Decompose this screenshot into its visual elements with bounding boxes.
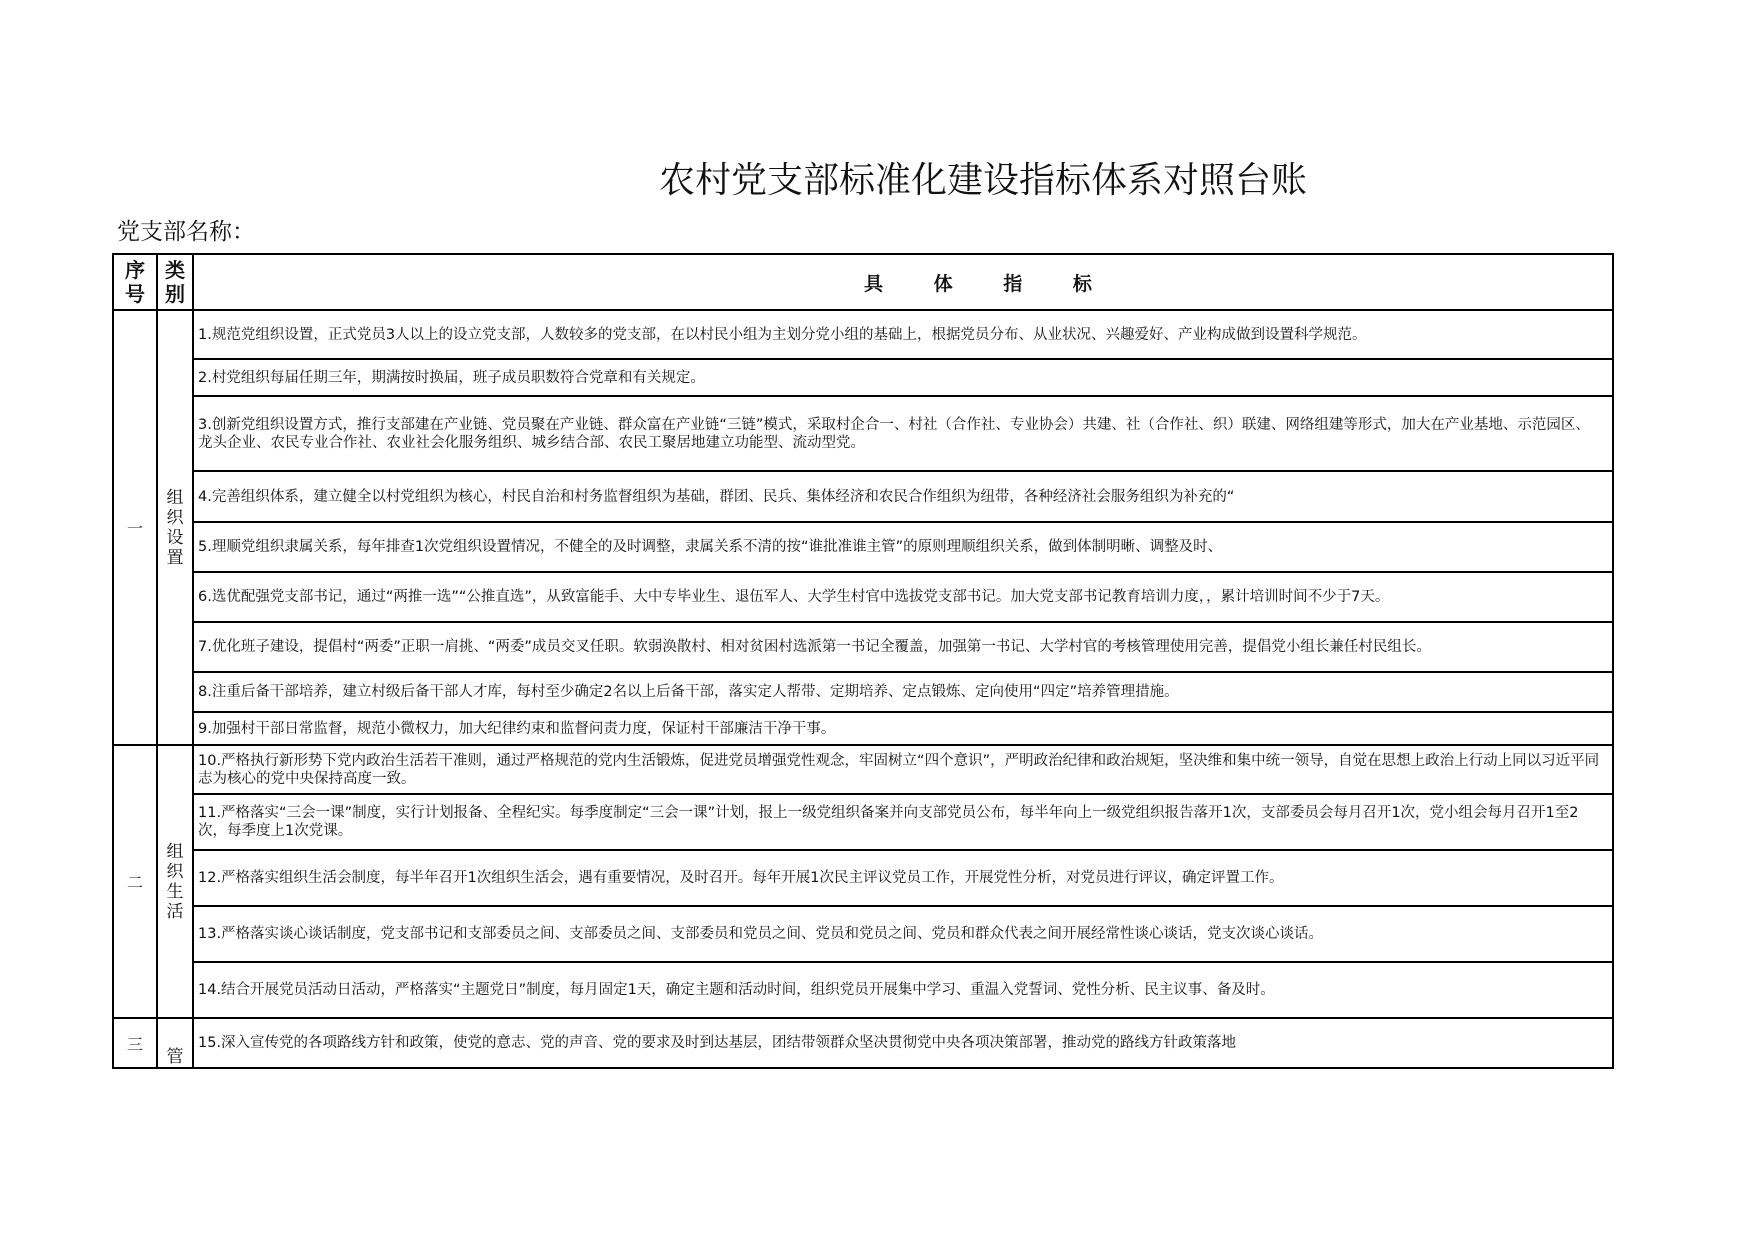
indicator-cell: [193, 471, 1613, 522]
indicator-text: 3.创新党组织设置方式，推行支部建在产业链、党员聚在产业链、群众富在产业链“三链”模式，采取村企合一、村社（合作社、专业协会）共建、社（合作社、织）联建、网络组建等形式，加大在产业基地、示范园区、龙头企业、农民专业合作社、农业社会化服务组织、城乡结合部、农民工聚居地建立功能型、流动型党。: [198, 416, 1590, 451]
category-char: 设: [166, 527, 184, 548]
category-char: 生: [166, 881, 184, 902]
section-category: [157, 1018, 193, 1068]
indicator-text: 7.优化班子建设，提倡村“两委”正职一肩挑、“两委”成员交叉任职。软弱涣散村、相对贫困村选派第一书记全覆盖，加强第一书记、大学村官的考核管理使用完善，提倡党小组长兼任村民组长。: [198, 639, 1431, 655]
indicator-cell: [193, 794, 1613, 850]
category-char: 管: [166, 1047, 184, 1067]
indicator-text: 9.加强村干部日常监督，规范小微权力，加大纪律约束和监督问责力度，保证村干部廉洁干净干事。: [198, 720, 836, 737]
indicator-cell: [193, 850, 1613, 906]
indicator-cell: [193, 396, 1613, 471]
table-row: [113, 906, 1613, 962]
indicator-cell: [193, 962, 1613, 1018]
indicator-cell: [193, 906, 1613, 962]
table-row: [113, 745, 1613, 794]
table-row: [113, 396, 1613, 471]
section-number: 二: [113, 745, 157, 1018]
indicator-text: 8.注重后备干部培养，建立村级后备干部人才库，每村至少确定2名以上后备干部，落实定人帮带、定期培养、定点锻炼、定向使用“四定”培养管理措施。: [198, 684, 1179, 700]
table-row: [113, 1018, 1613, 1068]
header-no-char: 序: [125, 258, 145, 282]
table-row: [113, 522, 1613, 572]
indicator-table-viewport: [112, 253, 1600, 1071]
header-indicator: [193, 254, 1613, 310]
table-row: [113, 962, 1613, 1018]
table-header-row: [113, 254, 1613, 310]
category-char: 组: [166, 487, 184, 508]
table-body: [113, 310, 1613, 1068]
header-category: [157, 254, 193, 310]
table-row: [113, 622, 1613, 672]
indicator-text: 4.完善组织体系，建立健全以村党组织为核心，村民自治和村务监督组织为基础，群团、民兵、集体经济和农民合作组织为纽带，各种经济社会服务组织为补充的“: [198, 488, 1235, 505]
section-category: [157, 745, 193, 1018]
indicator-cell: [193, 310, 1613, 359]
indicator-text: 13.严格落实谈心谈话制度，党支部书记和支部委员之间、支部委员之间、支部委员和党员之间、党员和党员之间、党员和群众代表之间开展经常性谈心谈话，党支次谈心谈话。: [198, 926, 1324, 942]
table-row: [113, 359, 1613, 396]
indicator-cell: [193, 622, 1613, 672]
indicator-cell: [193, 522, 1613, 572]
section-category-label: [166, 842, 184, 922]
category-char: 织: [166, 507, 184, 528]
header-indicator-label: 具 体 指 标: [864, 272, 1114, 295]
section-number: 三: [113, 1018, 157, 1068]
table-row: [113, 850, 1613, 906]
indicator-text: 2.村党组织每届任期三年，期满按时换届，班子成员职数符合党章和有关规定。: [198, 369, 705, 386]
indicator-cell: [193, 1018, 1613, 1068]
category-char: 织: [166, 861, 184, 882]
section-number: 一: [113, 310, 157, 745]
indicator-cell: [193, 745, 1613, 794]
indicator-text: 5.理顺党组织隶属关系，每年排查1次党组织设置情况，不健全的及时调整，隶属关系不清的按“谁批准谁主管”的原则理顺组织关系，做到体制明晰、调整及时、: [198, 539, 1223, 555]
table-row: [113, 794, 1613, 850]
indicator-text: 1.规范党组织设置，正式党员3人以上的设立党支部，人数较多的党支部，在以村民小组为主划分党小组的基础上，根据党员分布、从业状况、兴趣爱好、产业构成做到设置科学规范。: [198, 326, 1367, 343]
indicator-cell: [193, 572, 1613, 622]
indicator-table: [112, 253, 1614, 1069]
category-char: 组: [166, 841, 184, 862]
category-char: 置: [166, 547, 184, 568]
section-category: [157, 310, 193, 745]
header-no-char: 号: [125, 282, 145, 306]
table-row: [113, 310, 1613, 359]
header-no: [113, 254, 157, 310]
indicator-cell: [193, 359, 1613, 396]
table-row: [113, 471, 1613, 522]
indicator-cell: [193, 672, 1613, 712]
section-category-label: [166, 1047, 184, 1067]
indicator-text: 14.结合开展党员活动日活动，严格落实“主题党日”制度，每月固定1天，确定主题和活动时间，组织党员开展集中学习、重温入党誓词、党性分析、民主议事、备及时。: [198, 982, 1275, 998]
indicator-text: 6.选优配强党支部书记，通过“两推一选”“公推直选”，从致富能手、大中专毕业生、退伍军人、大学生村官中选拔党支部书记。加大党支部书记教育培训力度，，累计培训时间不少于7天。: [198, 589, 1390, 605]
indicator-cell: [193, 712, 1613, 745]
page-title: 农村党支部标准化建设指标体系对照台账: [659, 160, 1308, 201]
indicator-text: 11.严格落实“三会一课”制度，实行计划报备、全程纪实。每季度制定“三会一课”计划，报上一级党组织备案并向支部党员公布，每半年向上一级党组织报告落开1次，支部委员会每月召开1次，党小组会每月召开1至2次，每季度上1次党课。: [198, 805, 1579, 839]
header-category-char: 类: [165, 258, 185, 282]
indicator-text: 10.严格执行新形势下党内政治生活若干准则，通过严格规范的党内生活锻炼，促进党员增强党性观念，牢固树立“四个意识”，严明政治纪律和政治规矩，坚决维和集中统一领导，自觉在思想上政治上行动上同以习近平同志为核心的党中央保持高度一致。: [198, 752, 1600, 787]
header-category-char: 别: [165, 282, 185, 306]
table-row: [113, 712, 1613, 745]
branch-name-label: 党支部名称：: [117, 219, 255, 245]
indicator-text: 12.严格落实组织生活会制度，每半年召开1次组织生活会，遇有重要情况，及时召开。每年开展1次民主评议党员工作，开展党性分析，对党员进行评议，确定评置工作。: [198, 870, 1284, 886]
table-row: [113, 672, 1613, 712]
indicator-text: 15.深入宣传党的各项路线方针和政策，使党的意志、党的声音、党的要求及时到达基层，团结带领群众坚决贯彻党中央各项决策部署，推动党的路线方针政策落地: [198, 1035, 1237, 1051]
category-char: 活: [166, 901, 184, 922]
table-row: [113, 572, 1613, 622]
section-category-label: [166, 488, 184, 568]
